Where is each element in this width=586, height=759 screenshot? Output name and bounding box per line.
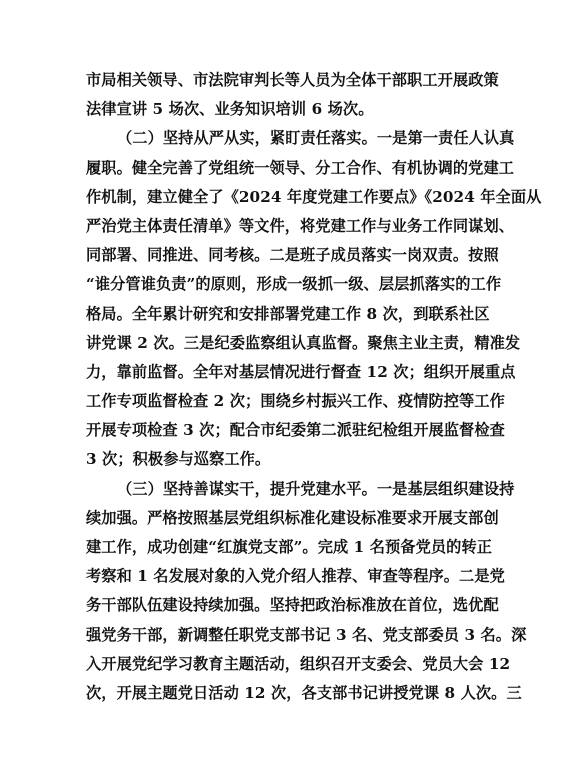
text-line: 工作专项监督检查 2 次；围绕乡村振兴工作、疫情防控等工作 bbox=[86, 392, 505, 411]
section-heading-line: （三）坚持善谋实干，提升党建水平。一是基层组织建设持 bbox=[117, 479, 515, 498]
text-line: 格局。全年累计研究和安排部署党建工作 8 次，到联系社区 bbox=[86, 304, 490, 323]
text-line: 力，靠前监督。全年对基层情况进行督查 12 次；组织开展重点 bbox=[86, 362, 516, 381]
document-body bbox=[86, 66, 542, 708]
text-line: 作机制，建立健全了《2024 年度党建工作要点》《2024 年全面从 bbox=[86, 187, 542, 206]
text-line: 次，开展主题党日活动 12 次，各支部书记讲授党课 8 人次。三 bbox=[86, 683, 522, 702]
section-heading-line: （二）坚持从严从实，紧盯责任落实。一是第一责任人认真 bbox=[117, 129, 515, 148]
text-line: 3 次；积极参与巡察工作。 bbox=[86, 450, 271, 469]
text-line: “谁分管谁负责”的原则，形成一级抓一级、层层抓落实的工作 bbox=[86, 275, 502, 294]
text-line: 入开展党纪学习教育主题活动，组织召开支委会、党员大会 12 bbox=[86, 654, 511, 673]
text-line: 强党务干部，新调整任职党支部书记 3 名、党支部委员 3 名。深 bbox=[86, 625, 527, 644]
text-line: 建工作，成功创建“红旗党支部”。完成 1 名预备党员的转正 bbox=[86, 538, 493, 556]
text-line: 法律宣讲 5 场次、业务知识培训 6 场次。 bbox=[86, 100, 374, 119]
text-line: 严治党主体责任清单》等文件，将党建工作与业务工作同谋划、 bbox=[86, 216, 515, 235]
text-line: 讲党课 2 次。三是纪委监察组认真监督。聚焦主业主责，精准发 bbox=[86, 333, 521, 352]
text-line: 市局相关领导、市法院审判长等人员为全体干部职工开展政策 bbox=[86, 71, 499, 89]
text-line: 开展专项检查 3 次；配合市纪委第二派驻纪检组开展监督检查 bbox=[86, 421, 505, 440]
text-line: 考察和 1 名发展对象的入党介绍人推荐、审查等程序。二是党 bbox=[86, 567, 505, 586]
text-line: 同部署、同推进、同考核。二是班子成员落实一岗双责。按照 bbox=[86, 246, 499, 265]
text-line: 续加强。严格按照基层党组织标准化建设标准要求开展支部创 bbox=[86, 508, 499, 527]
text-line: 履职。健全完善了党组统一领导、分工合作、有机协调的党建工 bbox=[86, 158, 515, 177]
text-line: 务干部队伍建设持续加强。坚持把政治标准放在首位，选优配 bbox=[86, 596, 499, 615]
